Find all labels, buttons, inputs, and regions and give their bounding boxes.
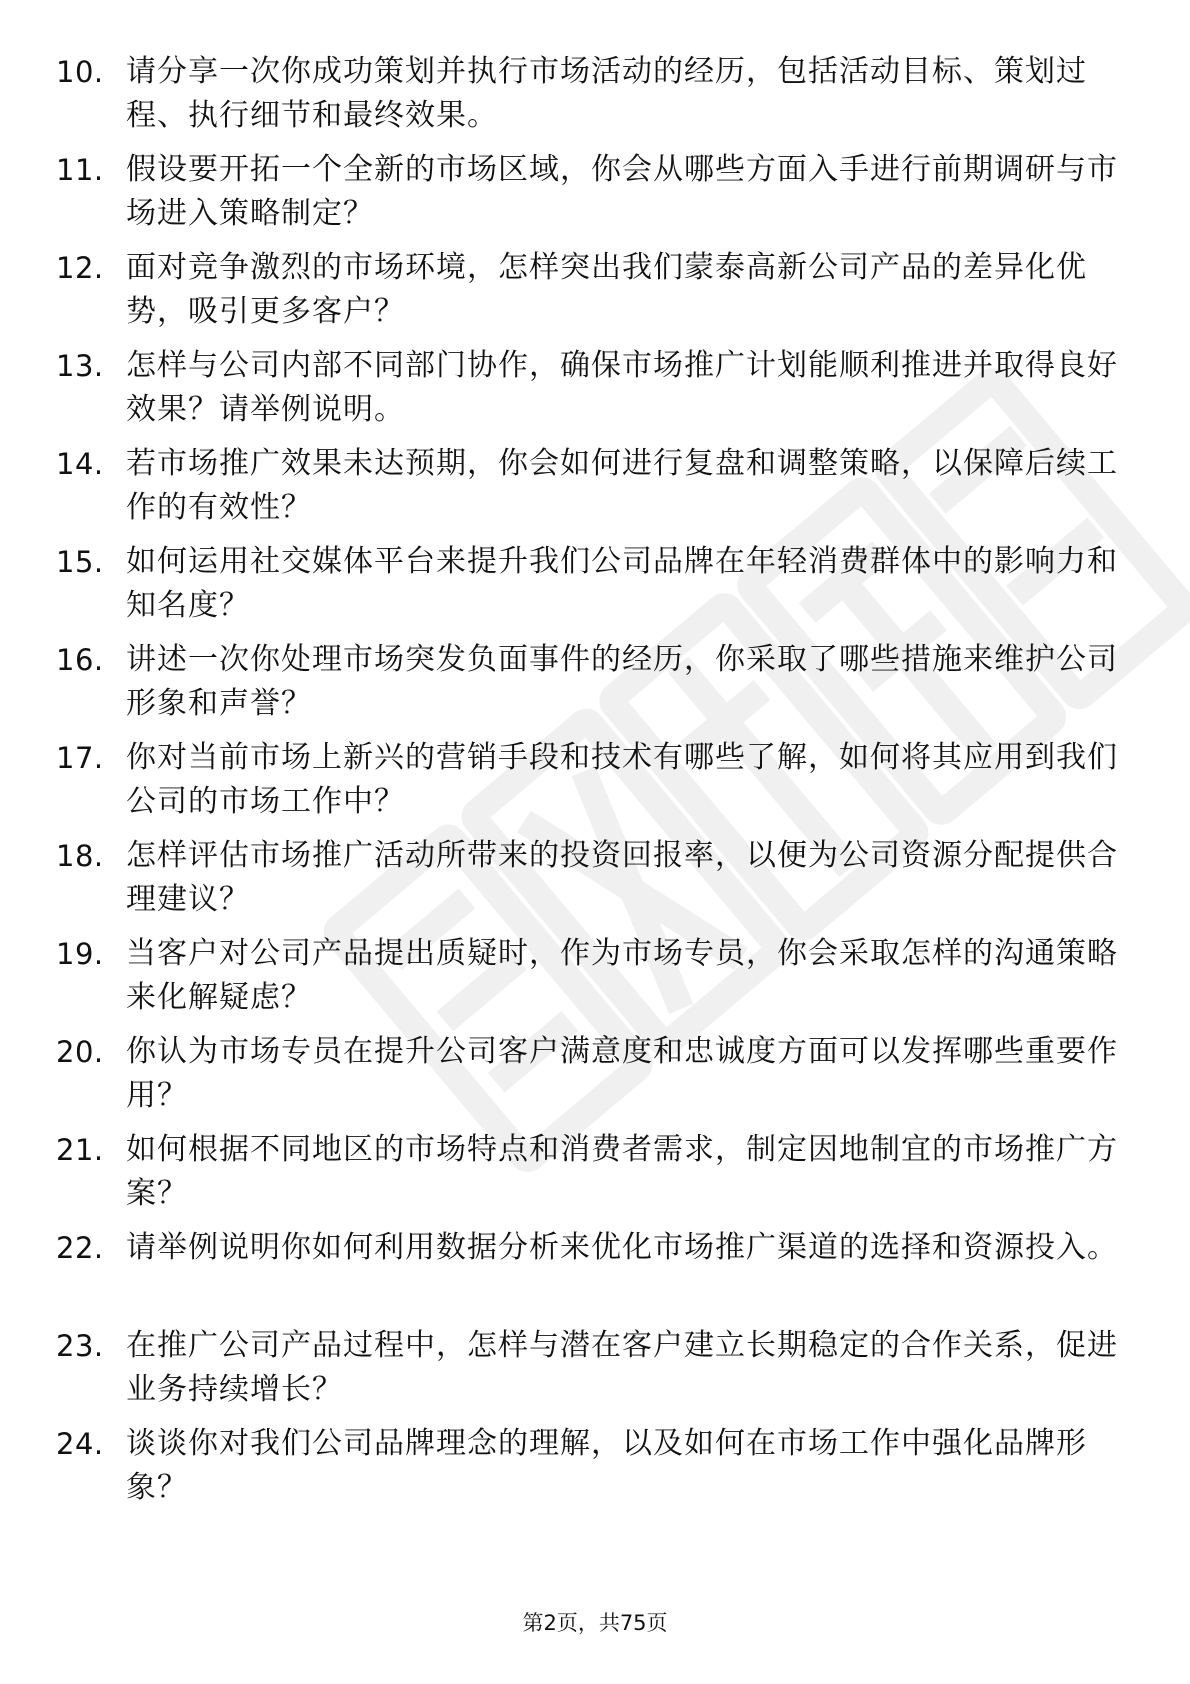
question-number: 22. (56, 1231, 104, 1265)
question-text: 请分享一次你成功策划并执行市场活动的经历，包括活动目标、策划过程、执行细节和最终效果。 (126, 54, 1087, 133)
question-text: 讲述一次你处理市场突发负面事件的经历，你采取了哪些措施来维护公司形象和声誉？ (126, 642, 1118, 721)
question-text: 当客户对公司产品提出质疑时，作为市场专员，你会采取怎样的沟通策略来化解疑虑？ (126, 936, 1118, 1015)
list-item (56, 1422, 1136, 1520)
list-item (56, 442, 1136, 540)
list-item (56, 736, 1136, 834)
question-text: 假设要开拓一个全新的市场区域，你会从哪些方面入手进行前期调研与市场进入策略制定？ (126, 152, 1118, 231)
question-text: 谈谈你对我们公司品牌理念的理解，以及如何在市场工作中强化品牌形象？ (126, 1426, 1087, 1505)
question-number: 17. (56, 741, 104, 775)
question-text: 若市场推广效果未达预期，你会如何进行复盘和调整策略，以保障后续工作的有效性？ (126, 446, 1118, 525)
question-text: 如何运用社交媒体平台来提升我们公司品牌在年轻消费群体中的影响力和知名度？ (126, 544, 1118, 623)
question-text: 如何根据不同地区的市场特点和消费者需求，制定因地制宜的市场推广方案？ (126, 1132, 1118, 1211)
question-number: 19. (56, 937, 104, 971)
question-number: 14. (56, 447, 104, 481)
question-text: 在推广公司产品过程中，怎样与潜在客户建立长期稳定的合作关系，促进业务持续增长？ (126, 1328, 1118, 1407)
question-number: 15. (56, 545, 104, 579)
list-item (56, 1030, 1136, 1128)
question-number: 12. (56, 251, 104, 285)
question-text: 怎样评估市场推广活动所带来的投资回报率，以便为公司资源分配提供合理建议？ (126, 838, 1118, 917)
question-number: 11. (56, 153, 104, 187)
question-text: 你对当前市场上新兴的营销手段和技术有哪些了解，如何将其应用到我们公司的市场工作中？ (126, 740, 1118, 819)
question-number: 20. (56, 1035, 104, 1069)
question-number: 23. (56, 1329, 104, 1363)
question-number: 18. (56, 839, 104, 873)
list-item (56, 148, 1136, 246)
list-item (56, 1226, 1136, 1324)
list-item (56, 932, 1136, 1030)
question-number: 21. (56, 1133, 104, 1167)
list-item (56, 1128, 1136, 1226)
question-text: 你认为市场专员在提升公司客户满意度和忠诚度方面可以发挥哪些重要作用？ (126, 1034, 1118, 1113)
list-item (56, 50, 1136, 148)
page-footer: 第2页，共75页 (522, 1611, 668, 1635)
question-text: 怎样与公司内部不同部门协作，确保市场推广计划能顺利推进并取得良好效果？请举例说明。 (126, 348, 1118, 427)
list-item (56, 246, 1136, 344)
list-item (56, 344, 1136, 442)
list-item (56, 1324, 1136, 1422)
list-item (56, 638, 1136, 736)
list-item (56, 540, 1136, 638)
question-number: 10. (56, 55, 104, 89)
question-list (56, 50, 1136, 1520)
list-item (56, 834, 1136, 932)
question-text: 请举例说明你如何利用数据分析来优化市场推广渠道的选择和资源投入。 (126, 1230, 1118, 1265)
question-number: 24. (56, 1427, 104, 1461)
question-text: 面对竞争激烈的市场环境，怎样突出我们蒙泰高新公司产品的差异化优势，吸引更多客户？ (126, 250, 1087, 329)
question-number: 16. (56, 643, 104, 677)
question-number: 13. (56, 349, 104, 383)
